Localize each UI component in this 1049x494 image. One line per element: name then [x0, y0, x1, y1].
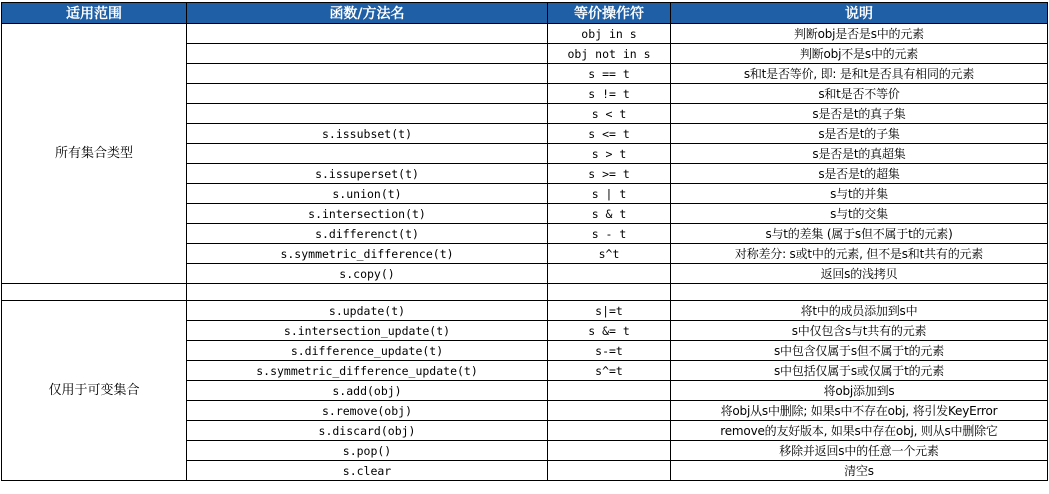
func-cell: s.issubset(t)	[187, 124, 548, 144]
func-cell: s.pop()	[187, 441, 548, 461]
op-cell: obj not in s	[548, 44, 671, 64]
func-cell: s.update(t)	[187, 301, 548, 321]
desc-cell: s和t是否不等价	[671, 84, 1048, 104]
func-cell: s.intersection_update(t)	[187, 321, 548, 341]
header-scope: 适用范围	[2, 3, 187, 24]
empty-cell	[548, 284, 671, 301]
op-cell	[548, 401, 671, 421]
desc-cell: 判断obj是否是s中的元素	[671, 24, 1048, 44]
empty-cell	[2, 284, 187, 301]
scope-cell: 仅用于可变集合	[2, 301, 187, 481]
op-cell	[548, 381, 671, 401]
func-cell: s.add(obj)	[187, 381, 548, 401]
desc-cell: 对称差分: s或t中的元素, 但不是s和t共有的元素	[671, 244, 1048, 264]
func-cell: s.differenct(t)	[187, 224, 548, 244]
func-cell	[187, 84, 548, 104]
op-cell: s - t	[548, 224, 671, 244]
spacer-row	[2, 284, 1048, 301]
op-cell: obj in s	[548, 24, 671, 44]
desc-cell: s中包含仅属于s但不属于t的元素	[671, 341, 1048, 361]
desc-cell: 将obj从s中删除; 如果s中不存在obj, 将引发KeyError	[671, 401, 1048, 421]
op-cell: s^t	[548, 244, 671, 264]
desc-cell: s与t的交集	[671, 204, 1048, 224]
func-cell: s.union(t)	[187, 184, 548, 204]
desc-cell: 判断obj不是s中的元素	[671, 44, 1048, 64]
func-cell	[187, 104, 548, 124]
op-cell: s < t	[548, 104, 671, 124]
desc-cell: s是否是t的超集	[671, 164, 1048, 184]
set-operations-table	[1, 2, 1048, 481]
desc-cell: 移除并返回s中的任意一个元素	[671, 441, 1048, 461]
op-cell: s^=t	[548, 361, 671, 381]
header-desc: 说明	[671, 3, 1048, 24]
desc-cell: s中仅包含s与t共有的元素	[671, 321, 1048, 341]
func-cell	[187, 64, 548, 84]
func-cell	[187, 144, 548, 164]
desc-cell: 将obj添加到s	[671, 381, 1048, 401]
op-cell: s & t	[548, 204, 671, 224]
func-cell: s.copy()	[187, 264, 548, 284]
desc-cell: s是否是t的真子集	[671, 104, 1048, 124]
table-row	[2, 24, 1048, 44]
func-cell: s.difference_update(t)	[187, 341, 548, 361]
op-cell: s == t	[548, 64, 671, 84]
op-cell: s | t	[548, 184, 671, 204]
header-op: 等价操作符	[548, 3, 671, 24]
desc-cell: s和t是否等价, 即: 是和t是否具有相同的元素	[671, 64, 1048, 84]
header-row	[2, 3, 1048, 24]
func-cell: s.clear	[187, 461, 548, 481]
empty-cell	[671, 284, 1048, 301]
header-func: 函数/方法名	[187, 3, 548, 24]
op-cell: s > t	[548, 144, 671, 164]
op-cell: s-=t	[548, 341, 671, 361]
func-cell: s.issuperset(t)	[187, 164, 548, 184]
table-body	[2, 24, 1048, 481]
op-cell	[548, 421, 671, 441]
desc-cell: 清空s	[671, 461, 1048, 481]
func-cell: s.symmetric_difference_update(t)	[187, 361, 548, 381]
empty-cell	[187, 284, 548, 301]
func-cell	[187, 24, 548, 44]
desc-cell: s是否是t的子集	[671, 124, 1048, 144]
op-cell	[548, 461, 671, 481]
op-cell	[548, 441, 671, 461]
desc-cell: 返回s的浅拷贝	[671, 264, 1048, 284]
op-cell	[548, 264, 671, 284]
func-cell: s.remove(obj)	[187, 401, 548, 421]
table-row	[2, 301, 1048, 321]
op-cell: s != t	[548, 84, 671, 104]
func-cell: s.intersection(t)	[187, 204, 548, 224]
desc-cell: s中包括仅属于s或仅属于t的元素	[671, 361, 1048, 381]
desc-cell: s与t的差集 (属于s但不属于t的元素)	[671, 224, 1048, 244]
func-cell	[187, 44, 548, 64]
op-cell: s &= t	[548, 321, 671, 341]
op-cell: s <= t	[548, 124, 671, 144]
scope-cell: 所有集合类型	[2, 24, 187, 284]
op-cell: s|=t	[548, 301, 671, 321]
op-cell: s >= t	[548, 164, 671, 184]
desc-cell: remove的友好版本, 如果s中存在obj, 则从s中删除它	[671, 421, 1048, 441]
func-cell: s.discard(obj)	[187, 421, 548, 441]
func-cell: s.symmetric_difference(t)	[187, 244, 548, 264]
desc-cell: s与t的并集	[671, 184, 1048, 204]
desc-cell: s是否是t的真超集	[671, 144, 1048, 164]
desc-cell: 将t中的成员添加到s中	[671, 301, 1048, 321]
